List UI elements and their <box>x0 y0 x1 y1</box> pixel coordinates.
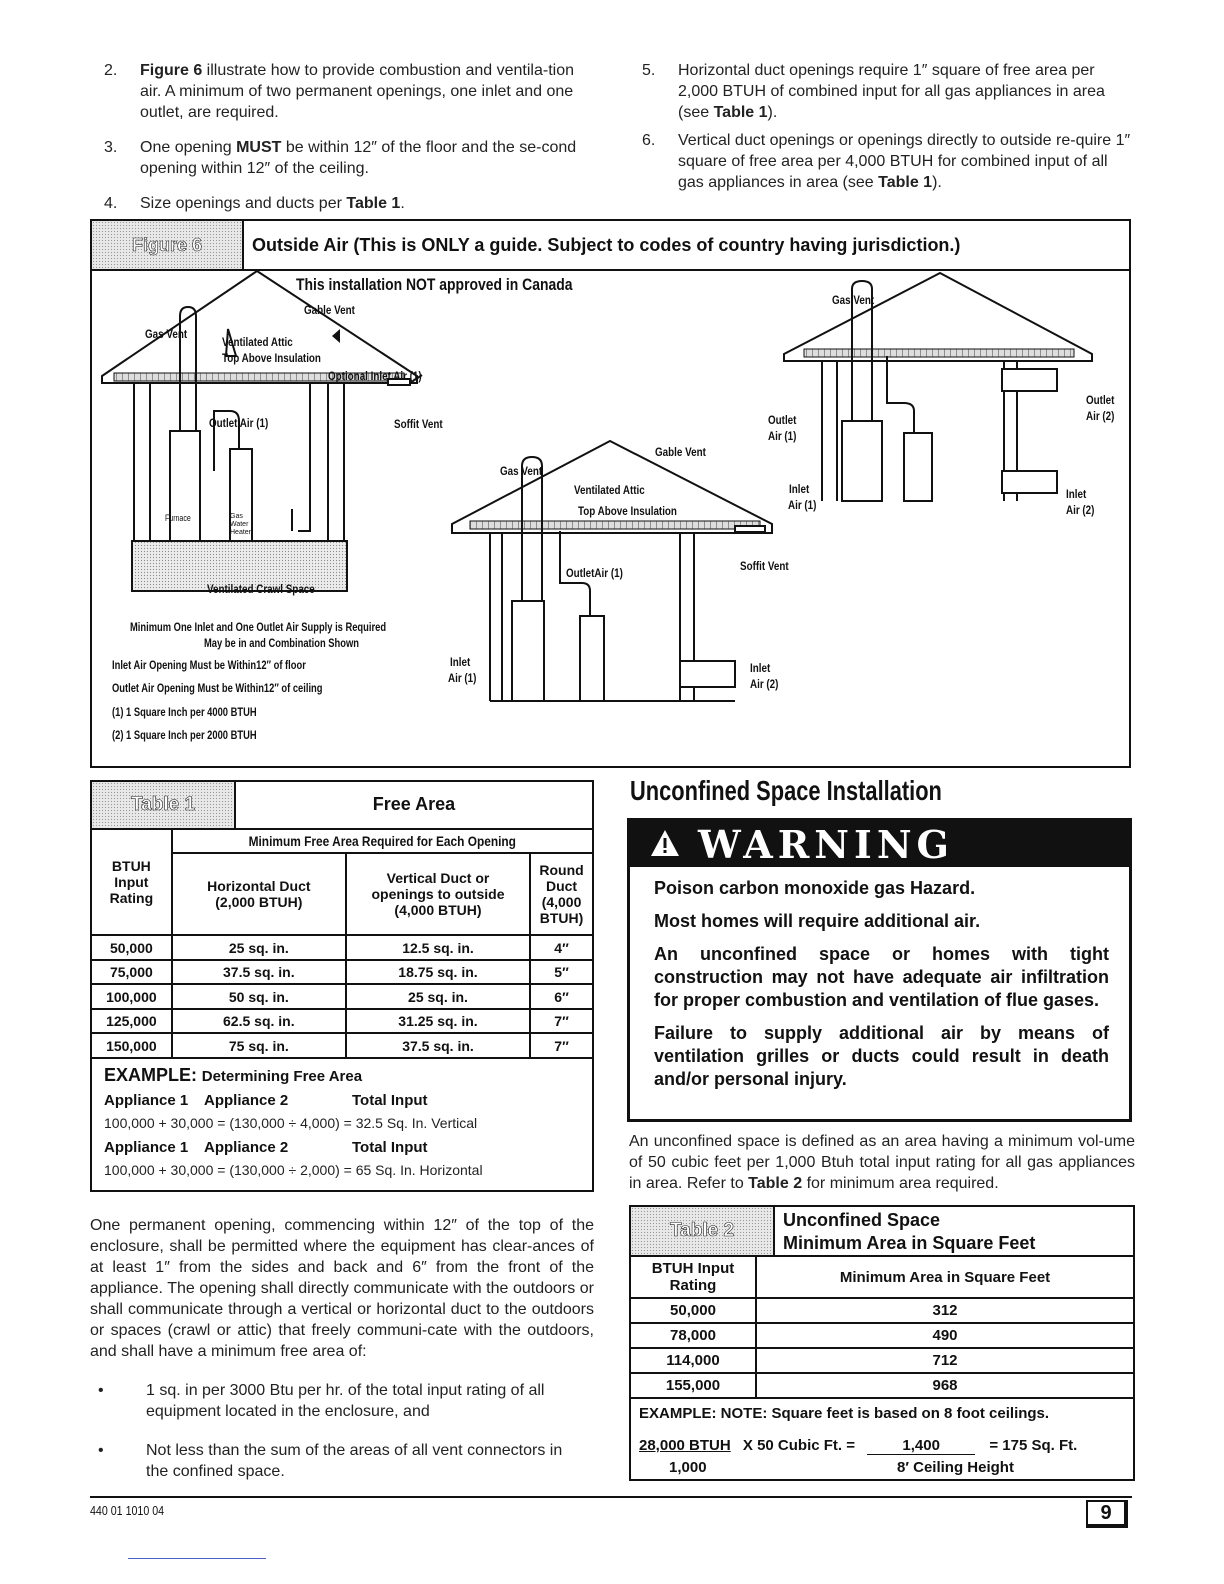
table-1-example: EXAMPLE: Determining Free Area Appliance 1 Appliance 2 Total Input 100,000 + 30,000 = (130,000 ÷ 4,000) = 32.5 Sq. In. Vertical Appliance 1 Appliance 2 Total Input 100,000 + 30,000 = (130,000 ÷ 2,000) = 65 Sq. In. Horizontal <box>104 1065 483 1178</box>
footer-rule <box>90 1496 1132 1498</box>
label-gas-vent: Gas Vent <box>145 327 188 341</box>
figure-tag: Figure 6 <box>92 221 244 269</box>
warning-bar <box>630 821 1129 867</box>
table-row: 150,000 75 sq. in. 37.5 sq. in. 7″ <box>91 1033 593 1058</box>
house-right <box>784 273 1092 501</box>
house-left <box>102 271 422 591</box>
label-outlet-3b: Outlet <box>1086 393 1115 407</box>
table-2-header <box>631 1207 1133 1257</box>
label-air-2-3b: Air (2) <box>1066 503 1095 517</box>
note-6: (2) 1 Square Inch per 2000 BTUH <box>112 728 257 742</box>
group-header: Minimum Free Area Required for Each Opening <box>172 829 593 853</box>
figure-title: Outside Air (This is ONLY a guide. Subject to codes of country having jurisdiction.) <box>252 235 961 255</box>
list-item-6: 6. Vertical duct openings or openings directly to outside re-quire 1″ square of free area per 4,000 BTUH for combined input of all gas appliances in area (see Table 1). <box>642 132 1131 191</box>
list-item-4: 4. Size openings and ducts per Table 1. <box>104 195 405 212</box>
label-optional-inlet: Optional Inlet Air (1) <box>328 369 422 383</box>
table-1-tag: Table 1 <box>92 782 236 828</box>
label-top-above-insulation: Top Above Insulation <box>222 351 321 365</box>
free-area-table <box>90 828 594 1059</box>
warning-triangle-icon <box>650 829 680 857</box>
confined-paragraph: One permanent opening, commencing within 12″ of the top of the enclosure, shall be permitted where the equipment has clear-ances of at least 1″ from the sides and back and 6″ from the front of the appliance. The opening shall directly communicate with the outdoors or shall communicate through a vertical or horizontal duct to the outdoors or spaces (crawl or attic) that freely communi-cate with the outdoors, and shall have a minimum free area of: <box>90 1217 594 1360</box>
figure-header <box>92 221 1129 271</box>
bullet-item: • Not less than the sum of the areas of all vent connectors in the confined space. <box>98 1442 563 1480</box>
label-ventilated-attic: Ventilated Attic <box>222 335 293 349</box>
label-outlet-3: Outlet <box>768 413 797 427</box>
label-water-heater: Gas Water Heater <box>230 513 252 536</box>
table-row: 75,000 37.5 sq. in. 18.75 sq. in. 5″ <box>91 960 593 984</box>
table-row: 50,000 25 sq. in. 12.5 sq. in. 4″ <box>91 935 593 960</box>
col-minimum-area: Minimum Area in Square Feet <box>756 1256 1134 1298</box>
warning-label: WARNING <box>698 822 955 867</box>
label-air-1-3b: Air (1) <box>788 498 817 512</box>
warning-box <box>627 818 1132 1122</box>
label-soffit-vent-2: Soffit Vent <box>740 559 789 573</box>
note-1: Minimum One Inlet and One Outlet Air Supply is Required <box>130 620 387 634</box>
table-row: 155,000 968 <box>630 1373 1134 1398</box>
label-gas-vent-2: Gas Vent <box>500 464 543 478</box>
table-2-title: Unconfined Space Minimum Area in Square Feet <box>783 1210 1036 1253</box>
bullet-item: • 1 sq. in per 3000 Btu per hr. of the total input rating of all equipment located in the enclosure, and <box>98 1382 545 1420</box>
table-1-header <box>92 782 592 830</box>
label-inlet-2b: Inlet <box>750 661 771 675</box>
unconfined-area-table <box>629 1255 1135 1399</box>
unconfined-heading: Unconfined Space Installation <box>630 775 942 806</box>
col-round: Round Duct (4,000 BTUH) <box>530 853 593 935</box>
label-air-2-2: Air (2) <box>750 677 779 691</box>
note-5: (1) 1 Square Inch per 4000 BTUH <box>112 705 257 719</box>
col-btuh-input: BTUH Input Rating <box>630 1256 756 1298</box>
table-2 <box>629 1205 1135 1481</box>
table-2-calc-ceiling: 8′ Ceiling Height <box>897 1459 1014 1476</box>
table-2-calc-denominator: 1,000 <box>669 1459 707 1476</box>
label-gable-vent: Gable Vent <box>304 303 355 317</box>
figure-subtitle: This installation NOT approved in Canada <box>296 275 573 294</box>
label-air-2-3: Air (2) <box>1086 409 1115 423</box>
label-outletair-1: OutletAir (1) <box>566 566 623 580</box>
table-1-title: Free Area <box>372 794 456 814</box>
label-air-1-2: Air (1) <box>448 671 477 685</box>
label-inlet-2: Inlet <box>450 655 471 669</box>
table-row: 50,000 312 <box>630 1298 1134 1323</box>
label-ventilated-attic-2: Ventilated Attic <box>574 483 645 497</box>
figure-6 <box>90 219 1131 768</box>
list-item-2: 2. Figure 6 illustrate how to provide combustion and ventila-tion air. A minimum of two permanent openings, one inlet and one outlet, are required. <box>104 62 574 121</box>
table-row: 100,000 50 sq. in. 25 sq. in. 6″ <box>91 984 593 1009</box>
table-2-example: EXAMPLE: NOTE: Square feet is based on 8 foot ceilings. <box>639 1405 1050 1422</box>
list-item-5: 5. Horizontal duct openings require 1″ square of free area per 2,000 BTUH of combined input for all gas appliances in area (see Table 1). <box>642 62 1105 121</box>
col-vertical: Vertical Duct or openings to outside (4,000 BTUH) <box>346 853 530 935</box>
col-horizontal: Horizontal Duct (2,000 BTUH) <box>172 853 346 935</box>
label-gas-vent-3: Gas Vent <box>832 293 875 307</box>
table-row: 114,000 712 <box>630 1348 1134 1373</box>
label-outlet-air-1: Outlet Air (1) <box>209 416 269 430</box>
warning-body: Poison carbon monoxide gas Hazard. Most homes will require additional air. An unconfined space or homes with tight construction may not have adequate air infiltration for proper combustion and ventilation of flue gases. Failure to supply additional air by means of ventilation grilles or ducts could result in death and/or personal injury. <box>654 878 1109 1089</box>
note-2: May be in and Combination Shown <box>204 636 359 650</box>
label-crawl-space: Ventilated Crawl Space <box>207 582 315 596</box>
col-btuh: BTUH Input Rating <box>91 829 172 935</box>
table-row: 125,000 62.5 sq. in. 31.25 sq. in. 7″ <box>91 1009 593 1033</box>
label-inlet-3b: Inlet <box>1066 487 1087 501</box>
label-gable-vent-2: Gable Vent <box>655 445 706 459</box>
table-2-calc: 28,000 BTUH X 50 Cubic Ft. = 1,400 = 175 Sq. Ft. <box>639 1437 1078 1454</box>
label-air-1-3: Air (1) <box>768 429 797 443</box>
table-1 <box>90 780 594 1192</box>
table-2-tag: Table 2 <box>631 1207 775 1255</box>
list-item-3: 3. One opening MUST be within 12″ of the floor and the se-cond opening within 12″ of the ceiling. <box>104 139 577 177</box>
note-3: Inlet Air Opening Must be Within12″ of floor <box>112 658 306 672</box>
link-underline <box>128 1558 266 1559</box>
page-number: 9 <box>1086 1500 1128 1528</box>
list-number: 2. <box>104 62 118 79</box>
label-top-above-insulation-2: Top Above Insulation <box>578 504 677 518</box>
label-soffit-vent: Soffit Vent <box>394 417 443 431</box>
document-number: 440 01 1010 04 <box>90 1503 165 1518</box>
unconfined-paragraph: An unconfined space is defined as an area having a minimum vol-ume of 50 cubic feet per 1,000 Btuh total input rating for all gas appliances in area. Refer to Table 2 for minimum area required. <box>629 1133 1135 1192</box>
table-row: 78,000 490 <box>630 1323 1134 1348</box>
label-inlet-3: Inlet <box>789 482 810 496</box>
note-4: Outlet Air Opening Must be Within12″ of ceiling <box>112 681 323 695</box>
label-furnace: Furnace <box>165 513 191 523</box>
